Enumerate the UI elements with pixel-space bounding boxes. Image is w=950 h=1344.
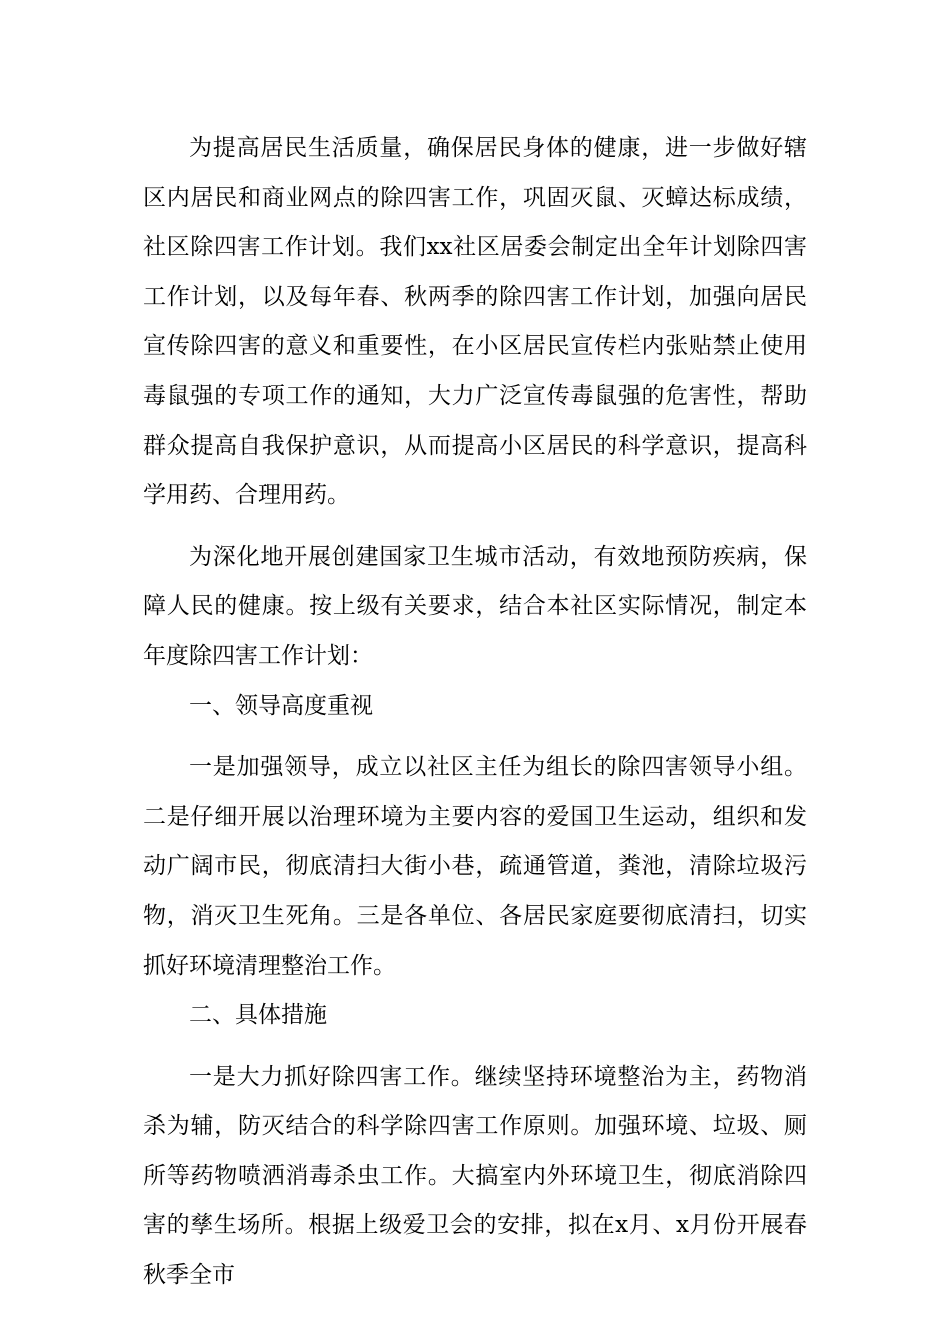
paragraph-measures: 一是大力抓好除四害工作。继续坚持环境整治为主，药物消杀为辅，防灭结合的科学除四害工作原则。加强环境、垃圾、厕所等药物喷洒消毒杀虫工作。大搞室内外环境卫生，彻底消除四害的孳生场所。根据上级爱卫会的安排，拟在x月、x月份开展春秋季全市 [143, 1063, 807, 1289]
section-heading-leadership: 一、领导高度重视 [189, 692, 373, 719]
document-body [143, 124, 807, 1301]
paragraph-leadership: 一是加强领导，成立以社区主任为组长的除四害领导小组。二是仔细开展以治理环境为主要内容的爱国卫生运动，组织和发动广阔市民，彻底清扫大街小巷，疏通管道，粪池，清除垃圾污物，消灭卫生死角。三是各单位、各居民家庭要彻底清扫，切实抓好环境清理整治工作。 [143, 754, 807, 979]
section-heading-measures: 二、具体措施 [189, 1002, 327, 1029]
paragraph-purpose: 为深化地开展创建国家卫生城市活动，有效地预防疾病，保障人民的健康。按上级有关要求，结合本社区实际情况，制定本年度除四害工作计划： [143, 543, 807, 669]
paragraph-intro: 为提高居民生活质量，确保居民身体的健康，进一步做好辖区内居民和商业网点的除四害工作，巩固灭鼠、灭蟑达标成绩，社区除四害工作计划。我们xx社区居委会制定出全年计划除四害工作计划，以及每年春、秋两季的除四害工作计划，加强向居民宣传除四害的意义和重要性，在小区居民宣传栏内张贴禁止使用毒鼠强的专项工作的通知，大力广泛宣传毒鼠强的危害性，帮助群众提高自我保护意识，从而提高小区居民的科学意识，提高科学用药、合理用药。 [143, 135, 807, 509]
